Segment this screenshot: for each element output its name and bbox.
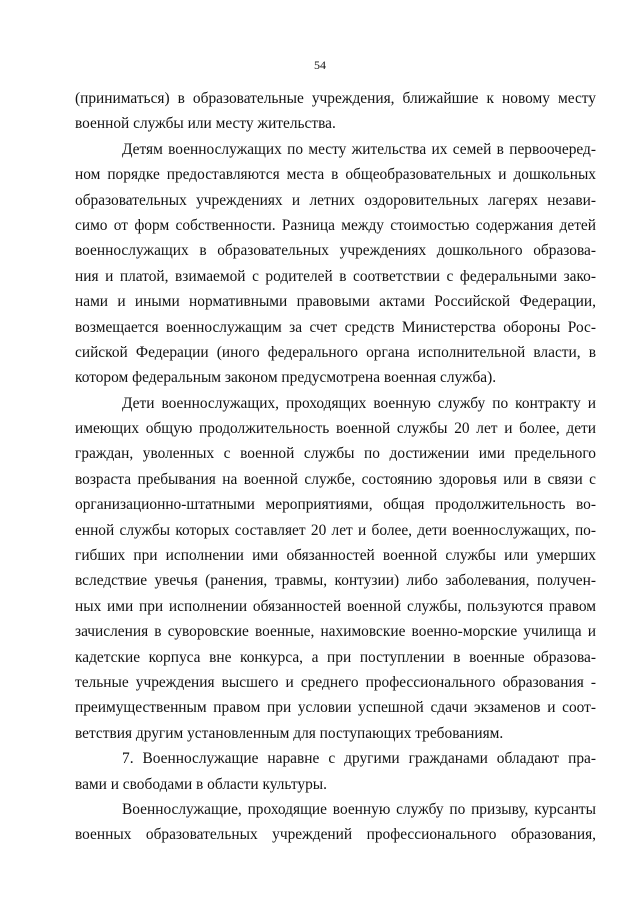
text-line: возмещается военнослужащим за счет средств Министерства обороны Рос- [75, 318, 596, 336]
text-line: гибших при исполнении ими обязанностей военной службы или умерших [75, 547, 596, 565]
body-text [75, 86, 596, 848]
text-line: сийской Федерации (иного федерального органа исполнительной власти, в [75, 343, 596, 361]
text-line: образовательных учреждениях и летних оздоровительных лагерях незави- [75, 191, 596, 209]
text-line: (приниматься) в образовательные учреждения, ближайшие к новому месту [75, 90, 596, 107]
text-line: ных ими при исполнении обязанностей военной службы, пользуются правом [75, 597, 596, 615]
paragraph [75, 137, 596, 391]
page-number: 54 [314, 58, 326, 72]
paragraph [75, 746, 596, 797]
text-line: котором федеральным законом предусмотрена военная служба). [75, 369, 497, 387]
text-line: Военнослужащие, проходящие военную службу по призыву, курсанты [122, 800, 596, 818]
text-line: военнослужащих в образовательных учреждениях дошкольного образова- [75, 242, 596, 260]
text-line: военной службы или месту жительства. [75, 115, 336, 133]
text-line: ния и платой, взимаемой с родителей в соответствии с федеральными зако- [75, 267, 596, 285]
text-line: Детям военнослужащих по месту жительства их семей в первоочеред- [122, 140, 596, 158]
text-line: Дети военнослужащих, проходящих военную службу по контракту и [122, 394, 596, 412]
text-line: енной службы которых составляет 20 лет и более, дети военнослужащих, по- [75, 521, 596, 539]
text-line: зачисления в суворовские военные, нахимовские военно-морские училища и [75, 623, 596, 641]
text-line: симо от форм собственности. Разница между стоимостью содержания детей [75, 216, 596, 234]
text-line: возраста пребывания на военной службе, состоянию здоровья или в связи с [75, 470, 596, 488]
text-line: кадетские корпуса вне конкурса, а при поступлении в военные образова- [75, 648, 596, 666]
text-line: граждан, уволенных с военной службы по достижении ими предельного [75, 445, 596, 463]
text-line: организационно-штатными мероприятиями, общая продолжительность во- [75, 496, 596, 514]
text-line: 7. Военнослужащие наравне с другими гражданами обладают пра- [122, 750, 596, 768]
paragraph [75, 391, 596, 746]
text-line: вами и свободами в области культуры. [75, 775, 327, 793]
text-line: преимущественным правом при условии успешной сдачи экзаменов и соот- [75, 699, 596, 717]
text-line: тельные учреждения высшего и среднего профессионального образования - [75, 673, 596, 691]
text-line: ветствия другим установленным для поступающих требованиям. [75, 724, 504, 742]
text-line: вследствие увечья (ранения, травмы, контузии) либо заболевания, получен- [75, 572, 596, 590]
text-line: ном порядке предоставляются места в общеобразовательных и дошкольных [75, 166, 596, 184]
paragraph [75, 797, 596, 848]
paragraph [75, 86, 596, 137]
text-line: имеющих общую продолжительность военной службы 20 лет и более, дети [75, 420, 596, 438]
text-line: военных образовательных учреждений профессионального образования, [75, 826, 596, 844]
text-line: нами и иными нормативными правовыми актами Российской Федерации, [75, 293, 596, 311]
